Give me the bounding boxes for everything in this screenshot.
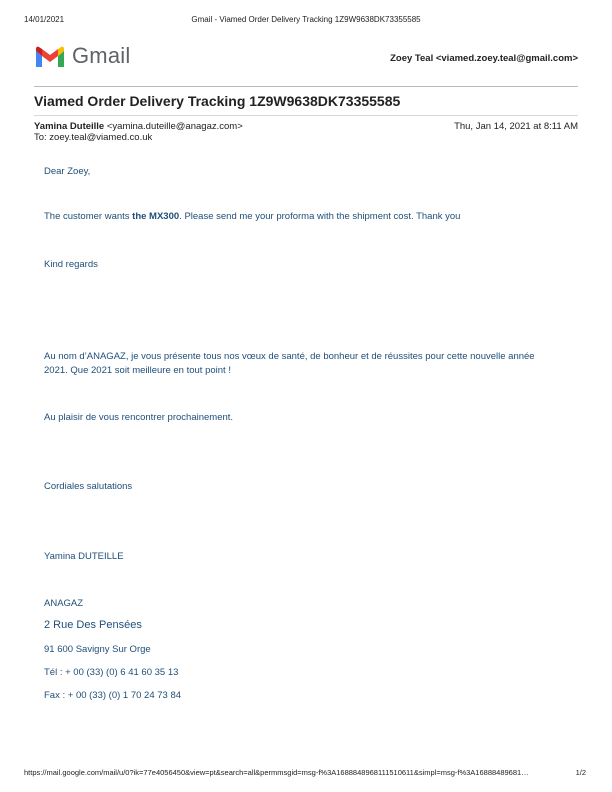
company-fax: Fax : + 00 (33) (0) 1 70 24 73 84	[44, 690, 182, 701]
french-wishes-line2: 2021. Que 2021 soit meilleure en tout point !	[44, 365, 231, 376]
salutation: Cordiales salutations	[44, 481, 133, 492]
company-tel: Tél : + 00 (33) (0) 6 41 60 35 13	[44, 667, 179, 678]
print-date: 14/01/2021	[24, 15, 65, 24]
request-line	[44, 211, 460, 222]
french-wishes-line1: Au nom d’ANAGAZ, je vous présente tous nos vœux de santé, de bonheur et de réussites pour cette nouvelle année	[44, 351, 535, 362]
print-url: https://mail.google.com/mail/u/0?ik=77e4056450&view=pt&search=all&permmsgid=msg-f%3A1688848968111510611&simpl=msg-f%3A16888489681…	[24, 768, 529, 777]
recipient-line: To: zoey.teal@viamed.co.uk	[34, 132, 153, 143]
gmail-wordmark: Gmail	[72, 43, 131, 68]
print-title: Gmail - Viamed Order Delivery Tracking 1Z9W9638DK73355585	[191, 15, 421, 24]
company-address: 2 Rue Des Pensées	[44, 619, 142, 631]
subject-divider	[34, 115, 578, 116]
sender-line	[34, 121, 243, 132]
account-name: Zoey Teal <viamed.zoey.teal@gmail.com>	[390, 53, 578, 64]
french-closing: Au plaisir de vous rencontrer prochainement.	[44, 412, 234, 423]
signature-name: Yamina DUTEILLE	[44, 551, 124, 562]
request-pre: The customer wants	[44, 211, 133, 222]
sender-email: <yamina.duteille@anagaz.com>	[106, 121, 243, 132]
sender-name: Yamina Duteille	[34, 121, 105, 132]
regards-line: Kind regards	[44, 259, 98, 270]
header-divider	[34, 86, 578, 87]
email-subject: Viamed Order Delivery Tracking 1Z9W9638DK73355585	[34, 93, 401, 109]
request-product: the MX300	[132, 211, 180, 222]
page-number: 1/2	[575, 768, 586, 777]
gmail-m-icon	[34, 45, 66, 69]
email-date: Thu, Jan 14, 2021 at 8:11 AM	[454, 121, 578, 132]
company-city: 91 600 Savigny Sur Orge	[44, 644, 151, 655]
greeting: Dear Zoey,	[44, 166, 91, 177]
company-name: ANAGAZ	[44, 598, 84, 609]
request-post: . Please send me your proforma with the shipment cost. Thank you	[179, 211, 461, 222]
